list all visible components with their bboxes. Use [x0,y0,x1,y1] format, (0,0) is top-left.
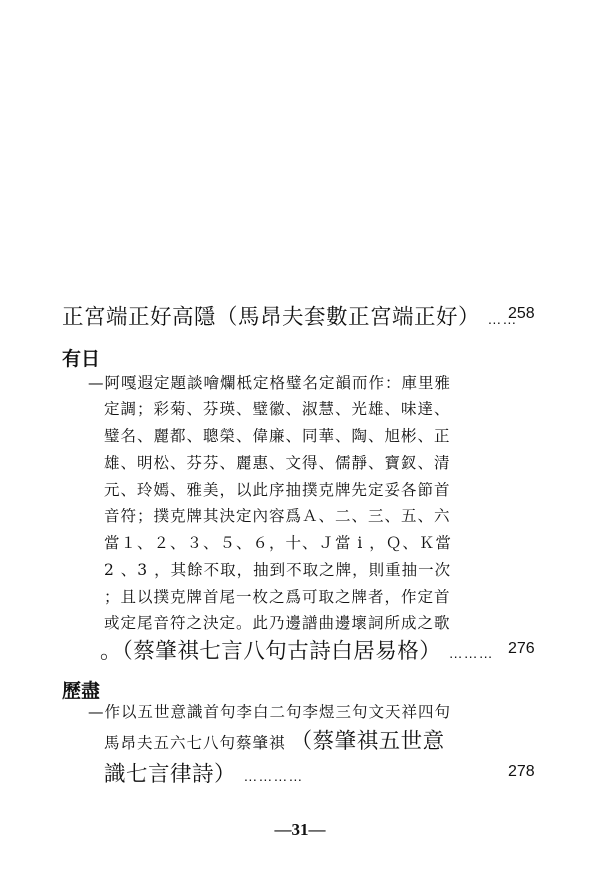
section-heading: 有日 [62,348,101,370]
entry-line: 2 、3 ，其餘不取，抽到不取之牌，則重抽一次 [104,561,452,579]
entry-line: —阿嘎遐定題談噲爛柢定格璧名定韻而作：庫里雅 [88,374,452,392]
entry-subtitle [104,757,303,788]
entry-subtitle-text: 。（蔡肇祺七言八句古詩白居易格） [100,639,442,664]
entry-line: 定調；彩菊、芬瑛、璧徽、淑慧、光雄、味達、 [104,400,451,418]
page-number: —31— [274,820,326,839]
entry-line: —作以五世意識首句李白二句李煜三句文天祥四句 [88,703,452,721]
leader-dots: ……… [448,645,494,661]
entry-line: 音符；撲克牌其決定內容爲Ａ、二、三、五、六 [104,507,451,525]
entry-line: 元、玲嫣、雅美，以此序抽撲克牌先定妥各節首 [104,481,451,499]
page-reference: 258 [508,305,535,322]
entry-line [104,724,445,755]
page-reference: 276 [508,640,535,657]
entry-line: 璧名、麗都、聰榮、偉廉、同華、陶、旭彬、正 [104,427,451,445]
entry-subtitle-text: 識七言律詩） [104,762,237,787]
leader-dots: ………… [243,768,304,784]
entry-line-text: 馬昂夫五六七八句蔡肇祺 [104,734,286,752]
entry-line: 雄、明松、芬芬、麗惠、文得、儒靜、寶釵、清 [104,454,451,472]
leader-dots: …… [487,311,518,327]
entry-line: 當１、２、３、５、６，十、Ｊ當 i ，Ｑ、Ｋ當 [104,534,452,552]
entry-title-text: 正宮端正好高隱（馬昂夫套數正宮端正好） [62,305,481,330]
page-reference: 278 [508,763,535,780]
section-heading: 歷盡 [62,680,101,702]
entry-subtitle [100,634,494,665]
entry-subtitle-text: （蔡肇祺五世意 [290,729,445,754]
entry-line: ；且以撲克牌首尾一枚之爲可取之牌者，作定首 [104,588,451,606]
toc-entry-title [62,300,517,331]
entry-line: 或定尾音符之決定。此乃邊譜曲邊壞詞所成之歌 [104,614,451,632]
